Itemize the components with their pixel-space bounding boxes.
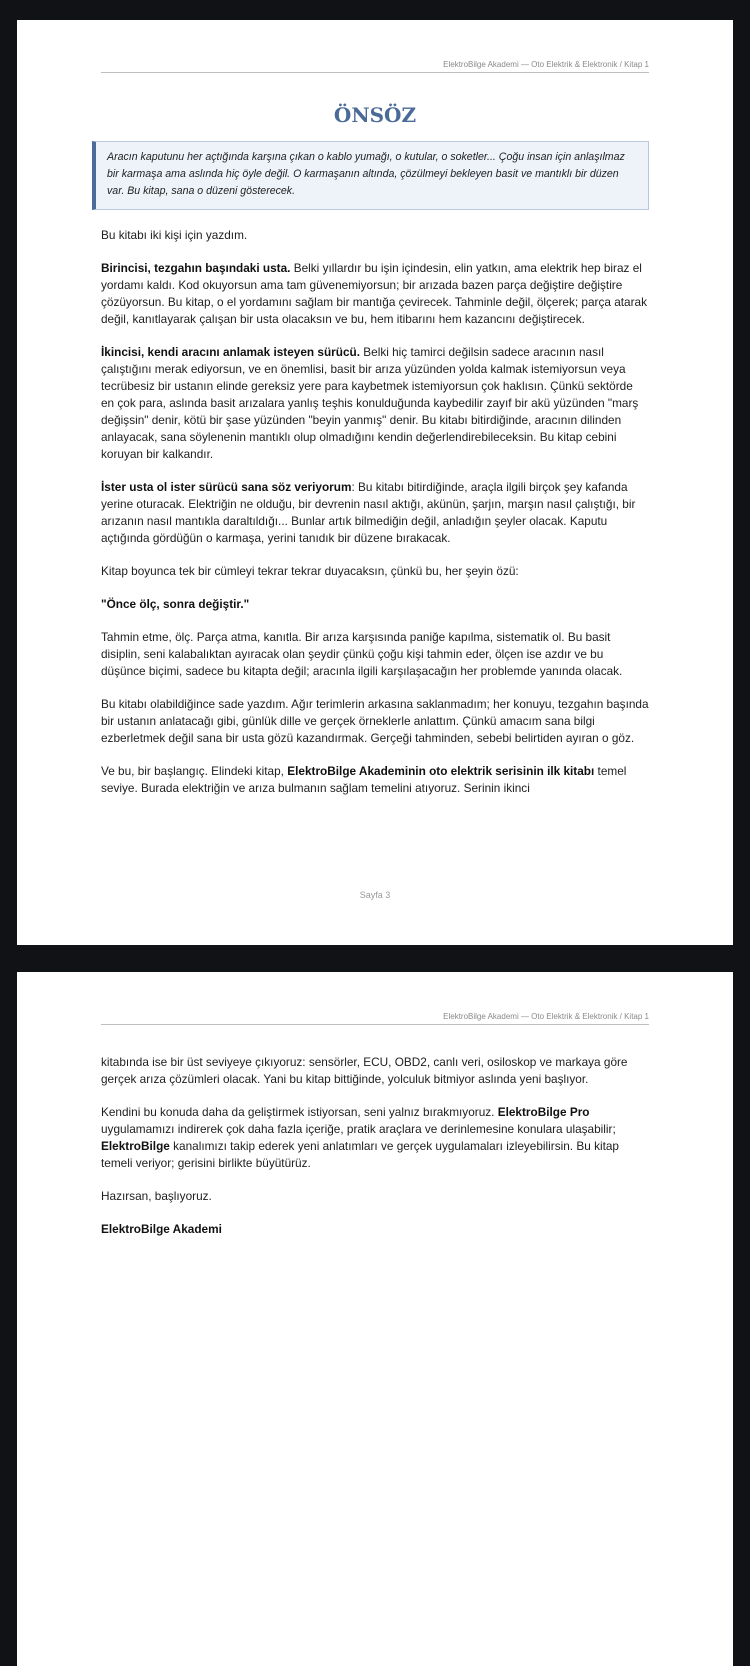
series-text-end: temel seviye. Burada elektriğin ve arıza bulmanın sağlam temelini atıyoruz. Serinin ikinci	[101, 764, 627, 795]
body-text	[101, 1054, 649, 1254]
signature	[101, 1221, 649, 1238]
motto	[101, 596, 649, 613]
signature-text: ElektroBilge Akademi	[101, 1222, 222, 1236]
paragraph-develop	[101, 1104, 649, 1172]
intro-paragraph: Bu kitabı iki kişi için yazdım.	[101, 228, 248, 242]
series-bold: ElektroBilge Akademinin oto elektrik serisinin ilk kitabı	[287, 764, 595, 778]
paragraph-second-reader	[101, 344, 649, 463]
document-page-2	[17, 972, 733, 1666]
paragraph-discipline: Tahmin etme, ölç. Parça atma, kanıtla. Bir arıza karşısında paniğe kapılma, sistematik ol. Bu basit disiplin, seni kalabalıktan ayıracak olan şeydir çünkü çoğu kişi tahmin eder, ölçen ise azdır ve bu düşünce biçimi, sadece bu kitapta değil; aracınla ilgili karşılaşacağın her problemde yanında olacak.	[101, 630, 623, 678]
first-reader-heading: Birincisi, tezgahın başındaki usta.	[101, 261, 291, 275]
develop-bold-app: ElektroBilge Pro	[497, 1105, 590, 1119]
page-number: Sayfa 3	[359, 890, 391, 900]
paragraph-first-reader	[101, 260, 649, 328]
paragraph-continue: kitabında ise bir üst seviyeye çıkıyoruz: sensörler, ECU, OBD2, canlı veri, osiloskop ve markaya göre gerçek arıza çözümleri olacak. Yani bu kitap bittiğinde, yolculuk bitmiyor aslında yeni başlıyor.	[101, 1055, 628, 1086]
first-reader-text: Belki yıllardır bu işin içindesin, elin yatkın, ama elektrik hep biraz el yordamı kaldı. Kod okuyorsun ama tam güvenemiyorsun; bir arızada bazen parça değiştire değiştire çözüyorsun. Bu kitap, o el yordamını sağlam bir mantığa çevirecek. Tahminle değil, ölçerek; parça atarak değil, kanıtlayarak çalışan bir usta olacaksın ve bu, hem itibarını hem kazancını değiştirecek.	[101, 261, 647, 326]
develop-text-c: kanalımızı takip ederek yeni anlatımları ve gerçek uygulamaları izleyebilirsin. Bu kitap temeli veriyor; gerisini birlikte büyütürüz.	[101, 1139, 619, 1170]
develop-text-a: Kendini bu konuda daha da geliştirmek istiyorsan, seni yalnız bırakmıyoruz.	[101, 1105, 498, 1119]
document-page-1	[17, 20, 733, 945]
paragraph-series	[101, 763, 649, 797]
intro-callout: Aracın kaputunu her açtığında karşına çıkan o kablo yumağı, o kutular, o soketler... Çoğu insan için anlaşılmaz bir karmaşa ama aslında hiç öyle değil. O karmaşanın altında, çözülmeyi bekleyen basit ve mantıklı bir düzen var. Bu kitap, sana o düzeni gösterecek.	[92, 141, 649, 210]
second-reader-text: Belki hiç tamirci değilsin sadece aracının nasıl çalıştığını merak ediyorsun, ve en önemlisi, basit bir arıza yüzünden yolda kalmak istemiyorsun veya tecrübesiz bir ustanın elinde gereksiz yere para kaybetmek istemiyorsun çok haklısın. Çünkü sektörde en çok para, aslında basit arızalara yanlış teşhis konulduğunda kaybedilir zayıf bir akü yüzünden "marş değişsin" denir, kötü bir şase yüzünden "beyin yanmış" denir. Bu kitabı bitirdiğinde, aracının dilinden anlayacak, sana söylenenin mantıklı olup olmadığını kendin değerlendirebileceksin. Bu kitap cebini koruyan bir kalkandır.	[101, 345, 639, 461]
page-title: ÖNSÖZ	[333, 103, 417, 127]
series-text-start: Ve bu, bir başlangıç. Elindeki kitap,	[101, 764, 288, 778]
develop-text-b: uygulamamızı indirerek çok daha fazla içeriğe, pratik araçlara ve derinlemesine konulara ulaşabilir;	[101, 1122, 616, 1136]
paragraph-repeat: Kitap boyunca tek bir cümleyi tekrar tekrar duyacaksın, çünkü bu, her şeyin özü:	[101, 564, 519, 578]
running-header: ElektroBilge Akademi — Oto Elektrik & Elektronik / Kitap 1	[101, 1012, 649, 1025]
running-header: ElektroBilge Akademi — Oto Elektrik & Elektronik / Kitap 1	[101, 60, 649, 73]
promise-heading: İster usta ol ister sürücü sana söz veriyorum	[101, 480, 352, 494]
paragraph-style: Bu kitabı olabildiğince sade yazdım. Ağır terimlerin arkasına saklanmadım; her konuyu, tezgahın başında bir ustanın anlatacağı gibi, günlük dille ve gerçek örneklerle anlattım. Çünkü amacım sana bilgi ezberletmek değil sana bir usta gözü kazandırmak. Gerçeği tahminden, sebebi belirtiden ayıran o göz.	[101, 697, 649, 745]
develop-bold-channel: ElektroBilge	[101, 1139, 170, 1153]
paragraph-ready: Hazırsan, başlıyoruz.	[101, 1189, 212, 1203]
promise-text: : Bu kitabı bitirdiğinde, araçla ilgili birçok şey kafanda yerine oturacak. Elektriğin ne olduğu, bir devrenin nasıl aktığı, akünün, şarjın, marşın nasıl çalıştığı, bir arızanın nasıl mantıkla daraltıldığı... Bunlar artık bilmediğin değil, anladığın şeyler olacak. Kaputu açtığında gördüğün o karmaşa, yerini tanıdık bir düzene bırakacak.	[101, 480, 636, 545]
body-text	[101, 227, 649, 813]
motto-text: "Önce ölç, sonra değiştir."	[101, 597, 250, 611]
paragraph-promise	[101, 479, 649, 547]
second-reader-heading: İkincisi, kendi aracını anlamak isteyen sürücü.	[101, 345, 360, 359]
